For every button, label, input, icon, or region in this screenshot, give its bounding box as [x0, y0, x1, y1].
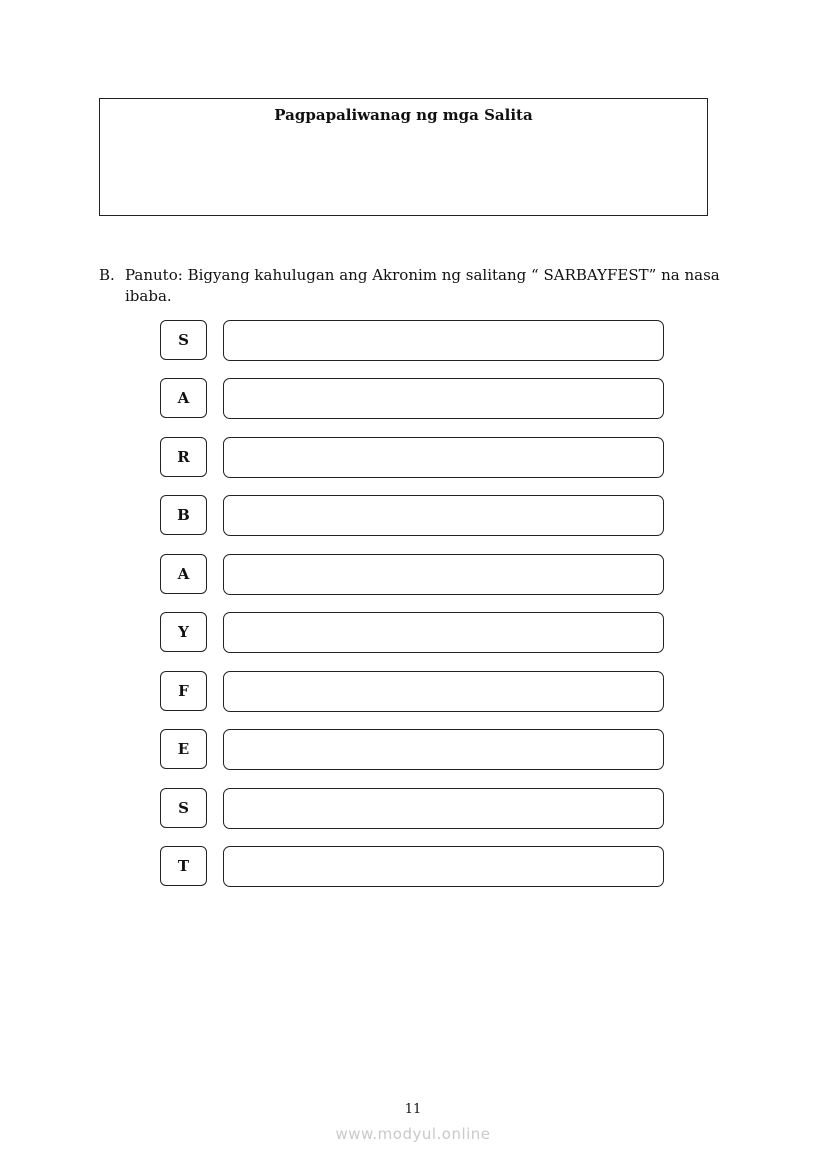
acronym-row	[160, 378, 664, 420]
acronym-row	[160, 320, 664, 362]
instruction-b	[99, 265, 727, 307]
instruction-text-line1: Panuto: Bigyang kahulugan ang Akronim ng salitang “ SARBAYFEST” na nasa	[125, 266, 720, 284]
explanation-box	[99, 98, 708, 216]
acronym-row	[160, 671, 664, 713]
acronym-answer-field[interactable]	[223, 437, 664, 478]
acronym-letter: T	[160, 846, 207, 886]
watermark: www.modyul.online	[335, 1125, 491, 1143]
acronym-letter: A	[160, 378, 207, 418]
instruction-text-line2: ibaba.	[125, 287, 172, 305]
page-number: 11	[404, 1102, 422, 1117]
acronym-answer-field[interactable]	[223, 846, 664, 887]
acronym-letter: F	[160, 671, 207, 711]
acronym-row	[160, 612, 664, 654]
acronym-letter: R	[160, 437, 207, 477]
explanation-box-title: Pagpapaliwanag ng mga Salita	[274, 106, 533, 124]
acronym-row	[160, 495, 664, 537]
acronym-answer-field[interactable]	[223, 788, 664, 829]
acronym-answer-field[interactable]	[223, 495, 664, 536]
acronym-row	[160, 846, 664, 888]
acronym-row	[160, 729, 664, 771]
acronym-letter: E	[160, 729, 207, 769]
acronym-answer-field[interactable]	[223, 554, 664, 595]
acronym-letter: A	[160, 554, 207, 594]
instruction-label: B.	[99, 266, 115, 284]
acronym-answer-field[interactable]	[223, 378, 664, 419]
acronym-answer-field[interactable]	[223, 612, 664, 653]
acronym-answer-field[interactable]	[223, 729, 664, 770]
acronym-letter: S	[160, 788, 207, 828]
acronym-answer-field[interactable]	[223, 671, 664, 712]
acronym-letter: B	[160, 495, 207, 535]
acronym-row	[160, 437, 664, 479]
acronym-letter: Y	[160, 612, 207, 652]
acronym-letter: S	[160, 320, 207, 360]
acronym-row	[160, 788, 664, 830]
acronym-answer-field[interactable]	[223, 320, 664, 361]
acronym-row	[160, 554, 664, 596]
